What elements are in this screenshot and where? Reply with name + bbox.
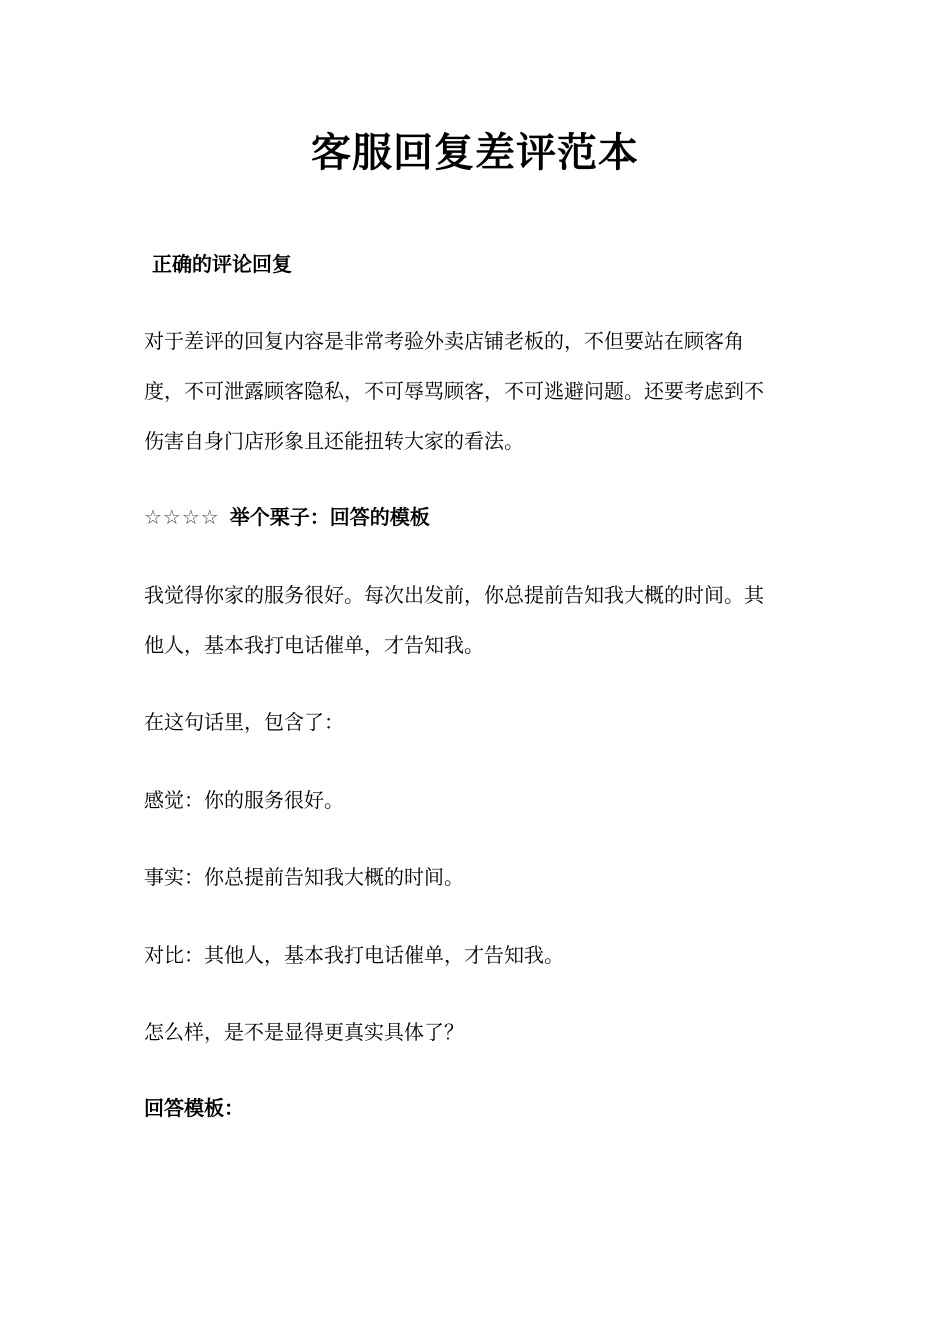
section-heading-reply-template: 回答模板： — [144, 1096, 244, 1120]
example-line-1: 我觉得你家的服务很好。每次出发前，你总提前告知我大概的时间。其 — [144, 583, 764, 607]
paragraph-line-2: 度，不可泄露顾客隐私，不可辱骂顾客，不可逃避问题。还要考虑到不 — [144, 379, 764, 403]
analysis-question: 怎么样，是不是显得更真实具体了？ — [144, 1020, 464, 1044]
section-heading-correct-reply: 正确的评论回复 — [152, 252, 292, 276]
example-heading-text: 举个栗子：回答的模板 — [229, 505, 430, 529]
star-rating-icon: ☆☆☆☆ — [144, 505, 220, 529]
analysis-feeling: 感觉：你的服务很好。 — [144, 788, 344, 812]
paragraph-line-3: 伤害自身门店形象且还能扭转大家的看法。 — [144, 429, 524, 453]
analysis-contrast: 对比：其他人，基本我打电话催单，才告知我。 — [144, 943, 564, 967]
analysis-intro: 在这句话里，包含了： — [144, 710, 344, 734]
section-heading-example — [144, 503, 430, 531]
analysis-fact: 事实：你总提前告知我大概的时间。 — [144, 865, 464, 889]
paragraph-line-1: 对于差评的回复内容是非常考验外卖店铺老板的，不但要站在顾客角 — [144, 329, 744, 353]
example-line-2: 他人，基本我打电话催单，才告知我。 — [144, 633, 484, 657]
document-title: 客服回复差评范本 — [311, 130, 639, 176]
